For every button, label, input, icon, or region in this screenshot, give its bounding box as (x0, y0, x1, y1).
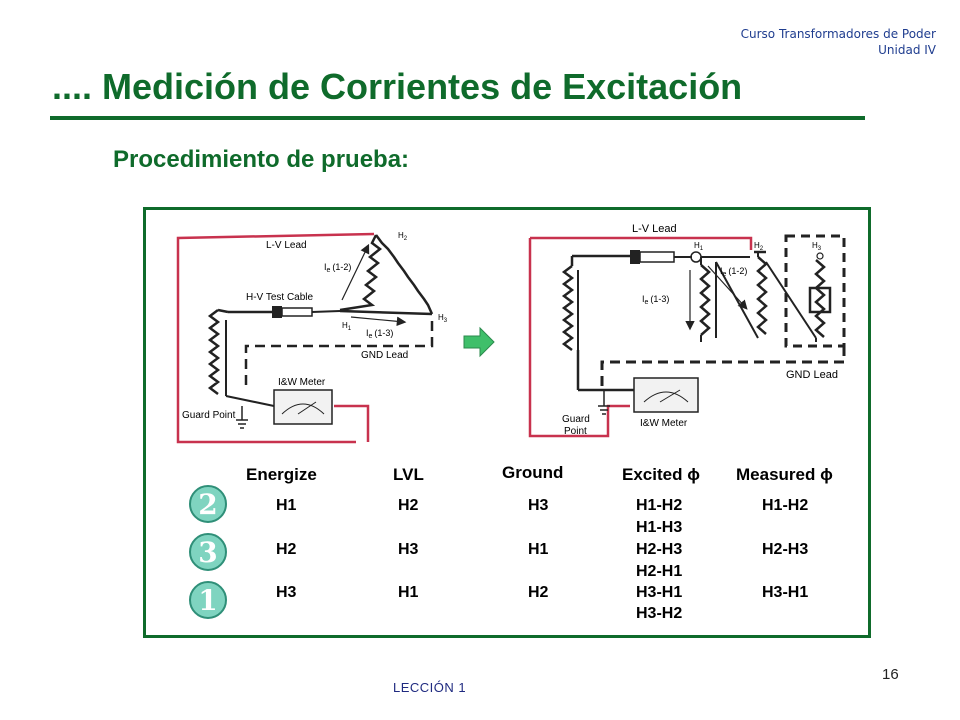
row-badge-number: 3 (198, 536, 218, 569)
wiring-diagram (146, 210, 868, 635)
right-h3-label: $H_3$ (812, 241, 822, 252)
cell-excited-2: H2-H1 (636, 563, 683, 580)
cell-lvl: H3 (398, 541, 419, 558)
right-ie13-label: $I_e$ (1-3) (642, 294, 670, 306)
table-header-ground: Ground (502, 463, 564, 482)
right-meter-label: I&W Meter (640, 418, 688, 429)
table-row (190, 582, 808, 622)
footer-lesson: LECCIÓN 1 (393, 680, 467, 695)
title-underline (50, 116, 865, 120)
cell-ground: H1 (528, 541, 549, 558)
right-gnd-lead-label: GND Lead (786, 369, 838, 381)
left-ie13-label: $I_e$ (1-3) (366, 328, 394, 340)
left-hv-cable-label: H-V Test Cable (246, 292, 314, 303)
diagram-frame (143, 207, 871, 638)
left-lv-lead-label: L-V Lead (266, 240, 307, 251)
right-h2-label: $H_2$ (754, 241, 764, 252)
left-h3-label: $H_3$ (438, 313, 448, 324)
row-badge-number: 2 (198, 488, 218, 521)
cell-measured: H3-H1 (762, 584, 809, 601)
left-diagram (178, 231, 448, 442)
cell-excited-2: H3-H2 (636, 605, 683, 622)
page-number: 16 (882, 666, 899, 683)
cell-ground: H2 (528, 584, 549, 601)
left-iw-meter (274, 390, 332, 424)
cell-excited-2: H1-H3 (636, 519, 683, 536)
transition-arrow-icon (464, 328, 494, 356)
left-h2-label: $H_2$ (398, 231, 408, 242)
slide-title: .... Medición de Corrientes de Excitación (52, 66, 743, 107)
right-ie12-label: $I_e$ (1-2) (720, 266, 748, 278)
cell-excited-1: H1-H2 (636, 497, 683, 514)
table-row (190, 486, 808, 536)
cell-energize: H3 (276, 584, 297, 601)
left-meter-label: I&W Meter (278, 377, 326, 388)
table-header-excited: Excited ϕ (622, 465, 700, 484)
cell-energize: H1 (276, 497, 297, 514)
left-gnd-lead-label: GND Lead (361, 350, 409, 361)
course-unit: Unidad IV (878, 43, 936, 57)
right-guard-label-2: Point (564, 426, 587, 437)
right-iw-meter (634, 378, 698, 412)
table-row (190, 534, 808, 580)
left-source-coil (210, 310, 218, 394)
left-hv-connector (272, 306, 282, 318)
left-h1-label: $H_1$ (342, 321, 352, 332)
left-guard-label: Guard Point (182, 410, 236, 421)
cell-energize: H2 (276, 541, 297, 558)
left-ie12-label: $I_e$ (1-2) (324, 262, 352, 274)
right-source-coil (564, 266, 572, 350)
cell-measured: H1-H2 (762, 497, 809, 514)
slide-subtitle: Procedimiento de prueba: (113, 146, 410, 173)
table-header-lvl: LVL (393, 465, 424, 484)
right-h1-label: $H_1$ (694, 241, 704, 252)
cell-excited-1: H2-H3 (636, 541, 683, 558)
table-header-energize: Energize (246, 465, 317, 484)
course-header (741, 26, 936, 58)
energize-table (190, 463, 833, 622)
table-header-measured: Measured ϕ (736, 465, 833, 484)
right-hv-connector (630, 250, 640, 264)
right-lv-lead-wire (530, 238, 630, 436)
cell-measured: H2-H3 (762, 541, 809, 558)
course-name: Curso Transformadores de Poder (740, 27, 936, 41)
cell-excited-1: H3-H1 (636, 584, 683, 601)
cell-ground: H3 (528, 497, 549, 514)
cell-lvl: H2 (398, 497, 419, 514)
right-lv-lead-label: L-V Lead (632, 223, 677, 235)
row-badge-number: 1 (198, 584, 218, 617)
right-guard-label-1: Guard (562, 414, 590, 425)
right-diagram (530, 223, 844, 437)
cell-lvl: H1 (398, 584, 419, 601)
